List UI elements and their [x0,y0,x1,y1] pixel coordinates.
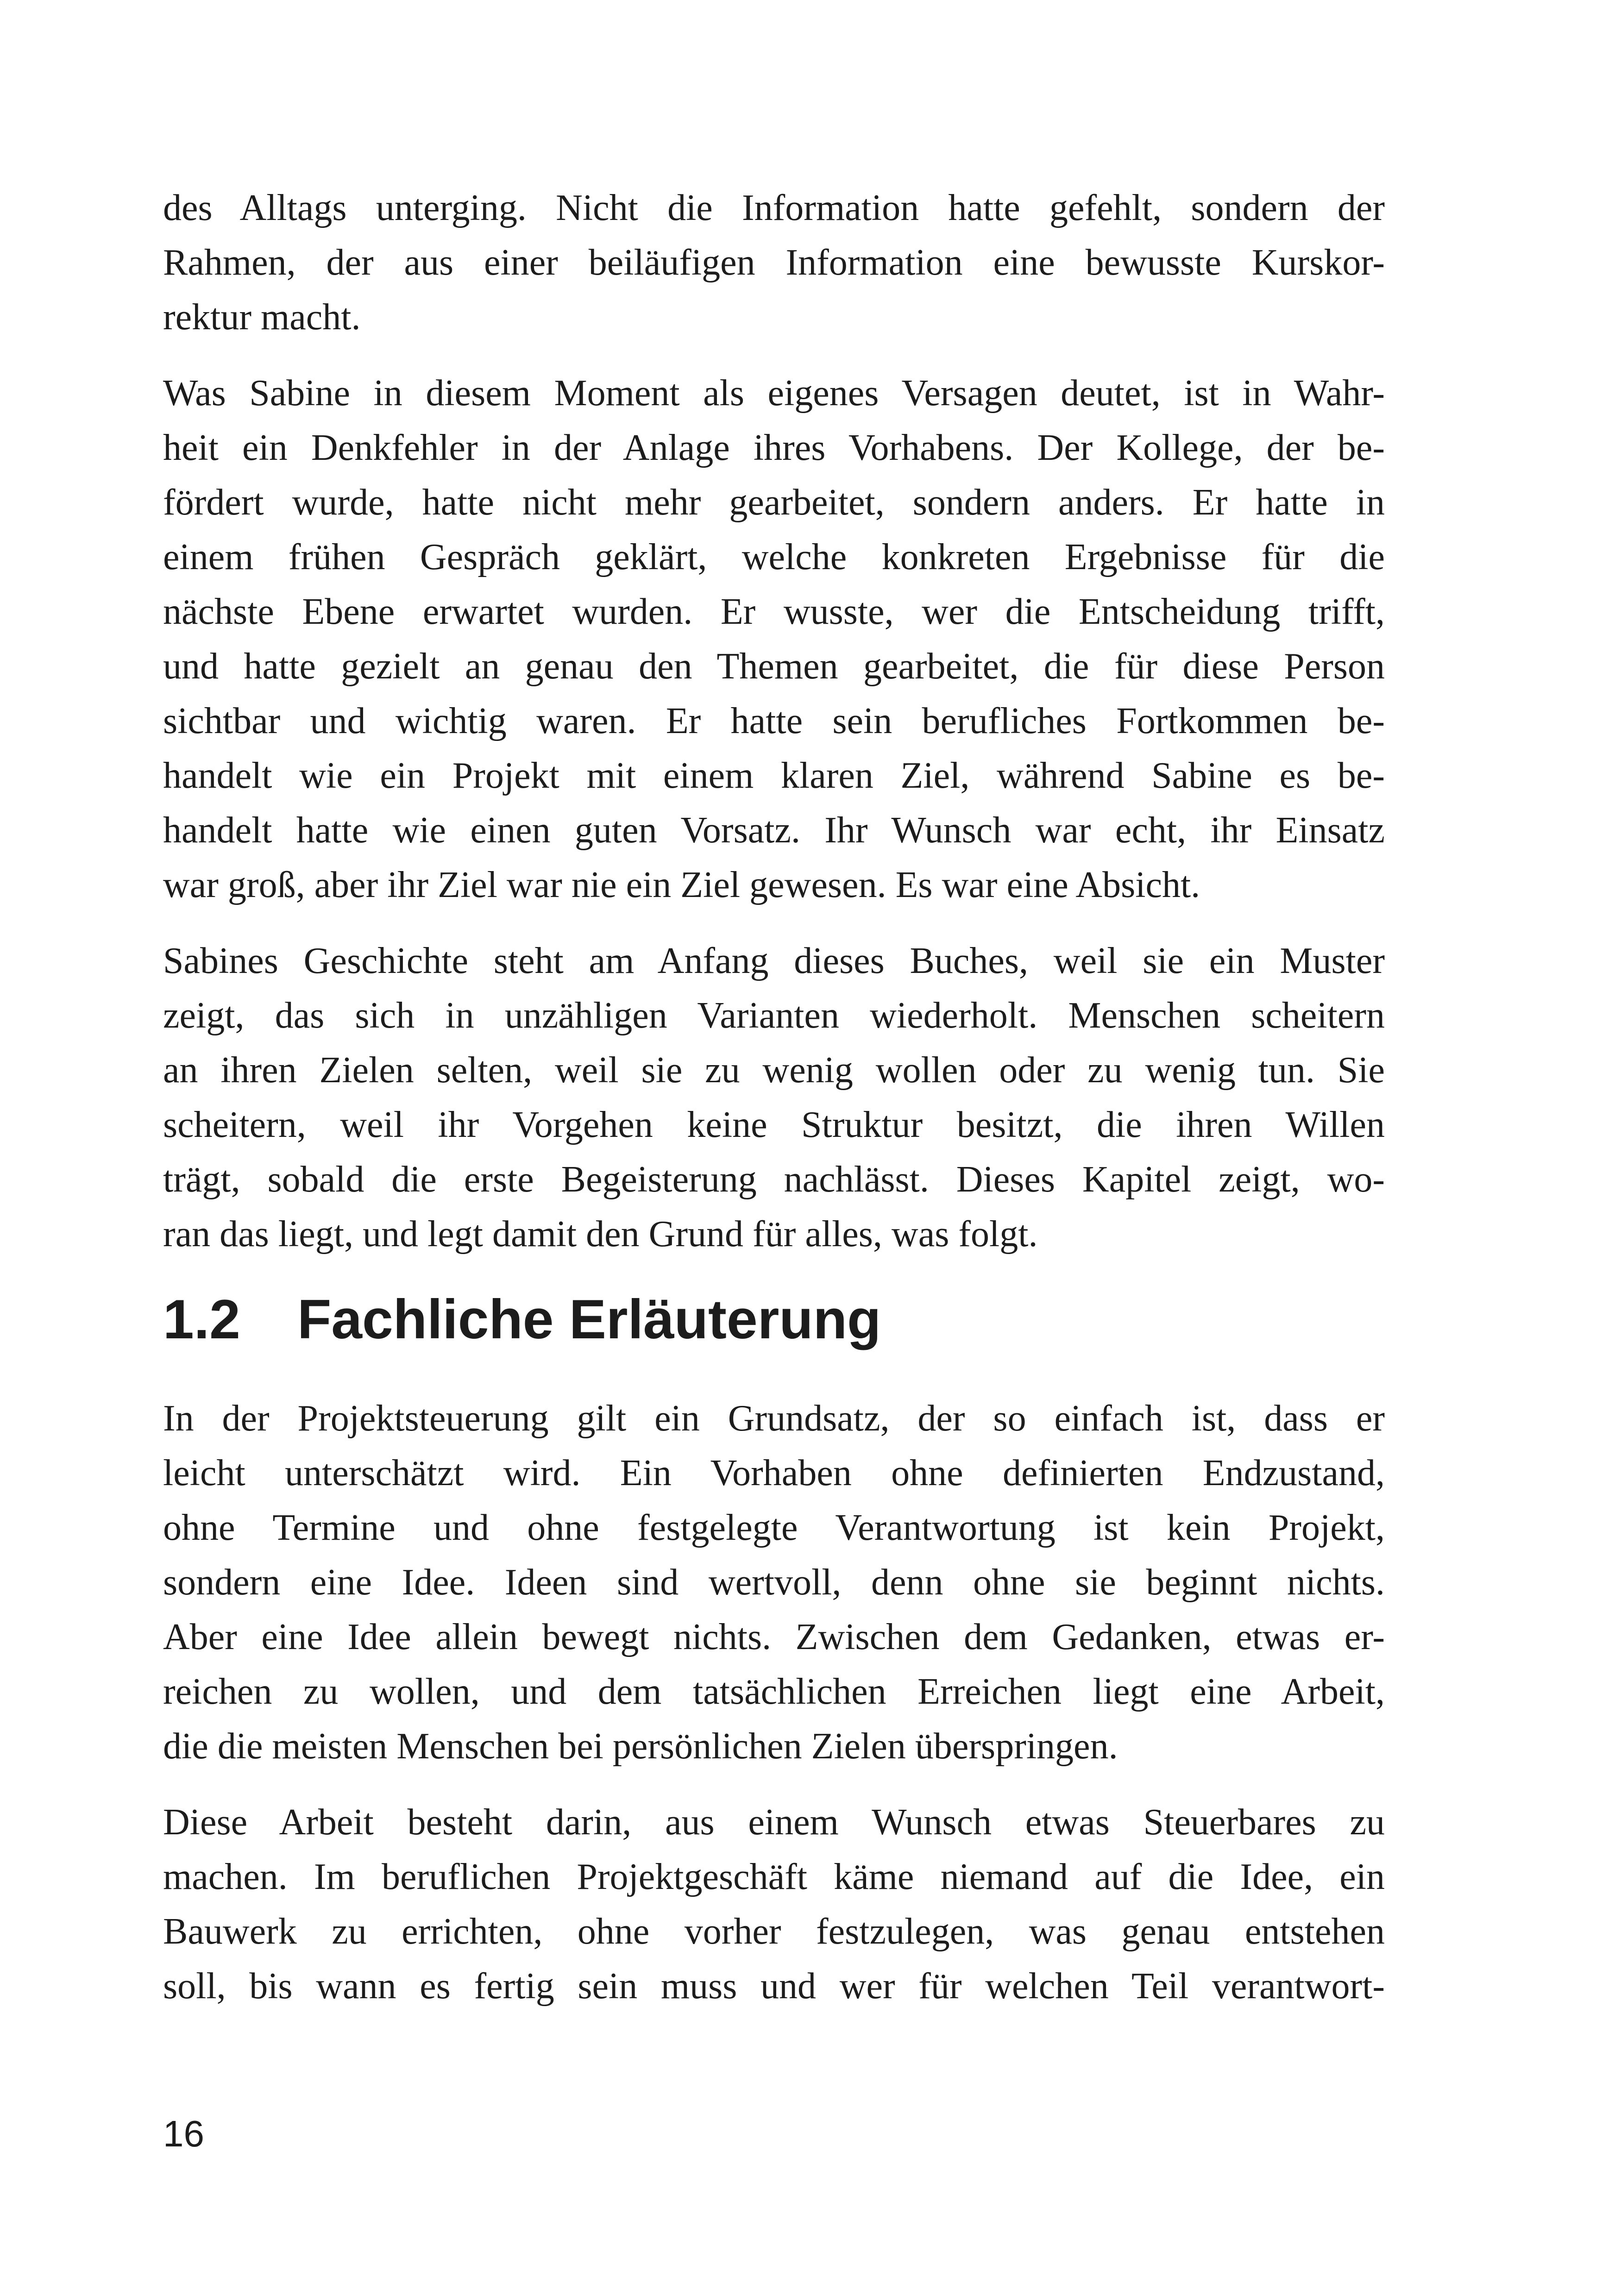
text-line: an ihren Zielen selten, weil sie zu wenig wollen oder zu wenig tun. Sie [163,1050,1385,1091]
text-line: war groß, aber ihr Ziel war nie ein Ziel gewesen. Es war eine Absicht. [163,865,1200,905]
section-title: Fachliche Erläuterung [297,1288,881,1350]
text-line: rektur macht. [163,297,361,338]
paragraph [163,366,1385,912]
text-line: handelt wie ein Projekt mit einem klaren Ziel, während Sabine es be- [163,755,1385,796]
text-line: einem frühen Gespräch geklärt, welche konkreten Ergebnisse für die [163,537,1385,577]
text-line: scheitern, weil ihr Vorgehen keine Struktur besitzt, die ihren Willen [163,1104,1385,1145]
page-number: 16 [163,2113,204,2154]
text-line: die die meisten Menschen bei persönlichen Zielen überspringen. [163,1726,1118,1767]
paragraph [163,934,1385,1261]
text-line: Was Sabine in diesem Moment als eigenes Versagen deutet, ist in Wahr- [163,373,1385,414]
text-line: nächste Ebene erwartet wurden. Er wusste, wer die Entscheidung trifft, [163,591,1385,632]
text-line: soll, bis wann es fertig sein muss und wer für welchen Teil verantwort- [163,1966,1385,2007]
text-line: Diese Arbeit besteht darin, aus einem Wunsch etwas Steuerbares zu [163,1802,1385,1843]
section-number: 1.2 [163,1288,240,1350]
paragraph [163,1391,1385,1774]
text-line: Bauwerk zu errichten, ohne vorher festzulegen, was genau entstehen [163,1911,1385,1952]
text-line: sichtbar und wichtig waren. Er hatte sein berufliches Fortkommen be- [163,701,1385,741]
text-line: des Alltags unterging. Nicht die Information hatte gefehlt, sondern der [163,188,1385,228]
text-line: leicht unterschätzt wird. Ein Vorhaben ohne definierten Endzustand, [163,1453,1385,1493]
text-line: zeigt, das sich in unzähligen Varianten wiederholt. Menschen scheitern [163,995,1385,1036]
text-line: trägt, sobald die erste Begeisterung nachlässt. Dieses Kapitel zeigt, wo- [163,1159,1385,1200]
text-line: sondern eine Idee. Ideen sind wertvoll, denn ohne sie beginnt nichts. [163,1562,1385,1603]
text-line: reichen zu wollen, und dem tatsächlichen Erreichen liegt eine Arbeit, [163,1671,1385,1712]
page-body [163,181,1385,2014]
text-line: machen. Im beruflichen Projektgeschäft käme niemand auf die Idee, ein [163,1857,1385,1897]
text-line: ran das liegt, und legt damit den Grund für alles, was folgt. [163,1214,1038,1255]
text-line: Rahmen, der aus einer beiläufigen Information eine bewusste Kurskor- [163,242,1385,283]
paragraph [163,181,1385,345]
text-line: heit ein Denkfehler in der Anlage ihres Vorhabens. Der Kollege, der be- [163,427,1385,468]
text-line: handelt hatte wie einen guten Vorsatz. Ihr Wunsch war echt, ihr Einsatz [163,810,1385,851]
text-line: Sabines Geschichte steht am Anfang dieses Buches, weil sie ein Muster [163,941,1385,981]
text-line: Aber eine Idee allein bewegt nichts. Zwischen dem Gedanken, etwas er- [163,1617,1385,1657]
text-line: und hatte gezielt an genau den Themen gearbeitet, die für diese Person [163,646,1385,687]
text-block-top [163,181,1385,1261]
paragraph [163,1795,1385,2014]
section-heading [163,1285,1385,1354]
text-block-bottom [163,1391,1385,2014]
text-line: ohne Termine und ohne festgelegte Verantwortung ist kein Projekt, [163,1507,1385,1548]
text-line: fördert wurde, hatte nicht mehr gearbeitet, sondern anders. Er hatte in [163,482,1385,523]
text-line: In der Projektsteuerung gilt ein Grundsatz, der so einfach ist, dass er [163,1398,1385,1439]
